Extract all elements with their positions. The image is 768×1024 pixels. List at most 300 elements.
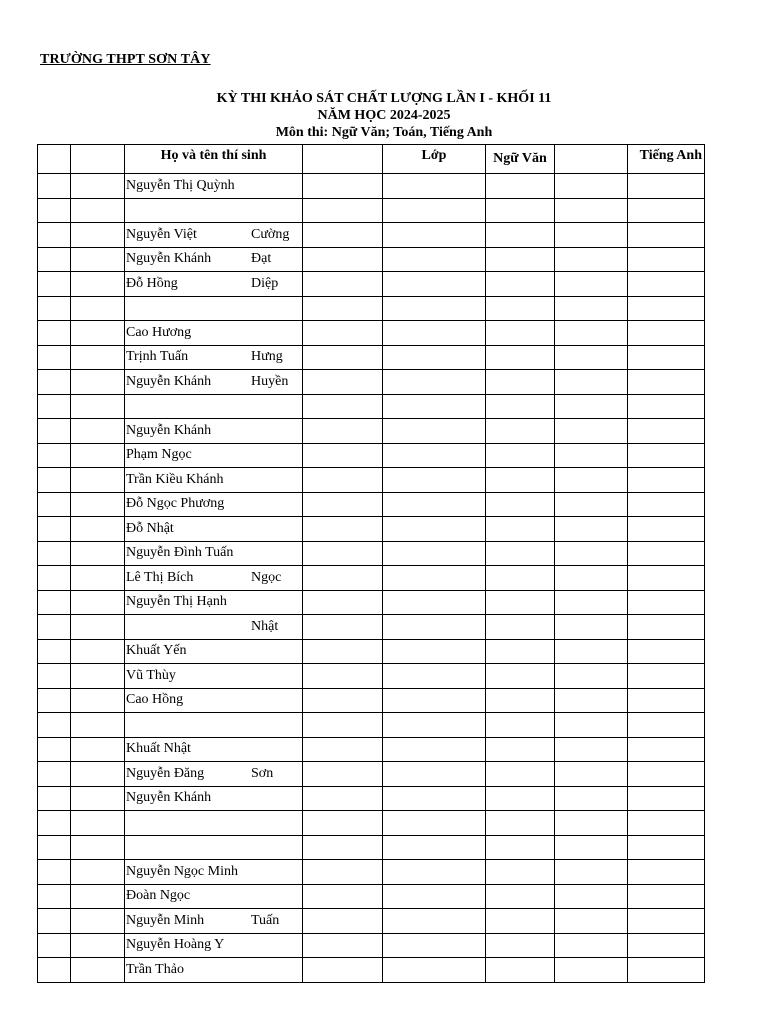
table-cell [38,909,71,934]
table-cell [628,198,705,223]
table-cell [38,247,71,272]
table-cell [38,174,71,199]
table-cell [486,394,555,419]
table-row [38,884,705,909]
table-cell [383,713,486,738]
candidate-name-cell [125,688,303,713]
candidate-last-name: Nguyễn Đăng [126,765,205,781]
exam-subjects: Môn thi: Ngữ Văn; Toán, Tiếng Anh [275,125,493,140]
candidate-name-cell [125,443,303,468]
table-cell [555,443,628,468]
table-cell [38,272,71,297]
candidate-last-name: Nguyễn Khánh [126,373,212,389]
table-cell [486,272,555,297]
candidate-last-name: Lê Thị Bích [126,569,194,585]
header-col-1 [38,145,71,174]
table-cell [628,664,705,689]
table-cell [628,860,705,885]
table-cell [383,664,486,689]
candidate-name-cell [125,296,303,321]
table-cell [628,247,705,272]
table-cell [555,786,628,811]
table-cell [486,688,555,713]
table-cell [38,370,71,395]
table-cell [486,345,555,370]
candidate-last-name: Đoàn Ngọc [126,888,191,904]
table-cell [555,296,628,321]
table-cell [486,884,555,909]
table-cell [38,198,71,223]
candidate-first-name: Nhật [251,618,279,634]
table-cell [383,566,486,591]
table-cell [303,198,383,223]
table-cell [71,198,125,223]
table-cell [303,713,383,738]
table-cell [303,419,383,444]
table-cell [303,958,383,983]
candidate-last-name: Nguyễn Thị Hạnh [126,594,227,610]
table-cell [555,566,628,591]
table-cell [555,174,628,199]
header-col-4 [303,145,383,174]
table-cell [383,541,486,566]
table-cell [303,566,383,591]
table-row [38,492,705,517]
table-cell [71,541,125,566]
table-row [38,786,705,811]
table-cell [383,933,486,958]
candidate-name-cell [125,590,303,615]
table-row [38,419,705,444]
table-cell [38,541,71,566]
candidate-name-cell [125,762,303,787]
table-cell [486,468,555,493]
table-cell [383,786,486,811]
table-cell [628,639,705,664]
table-cell [486,615,555,640]
table-row [38,468,705,493]
candidate-first-name: Hưng [251,349,283,365]
table-cell [555,517,628,542]
table-row [38,737,705,762]
table-cell [303,174,383,199]
table-row [38,443,705,468]
table-cell [38,713,71,738]
candidate-name-cell [125,909,303,934]
candidate-name-cell [125,198,303,223]
table-cell [303,615,383,640]
candidate-first-name: Cường [251,226,290,242]
table-cell [383,198,486,223]
table-cell [628,419,705,444]
table-cell [555,958,628,983]
table-row [38,958,705,983]
table-cell [383,590,486,615]
table-cell [628,762,705,787]
table-cell [486,541,555,566]
table-cell [383,909,486,934]
candidate-name-cell [125,517,303,542]
table-cell [486,517,555,542]
candidate-last-name: Nguyễn Việt [126,226,197,242]
table-cell [628,884,705,909]
table-cell [38,639,71,664]
candidate-last-name: Nguyễn Đình Tuấn [126,545,234,561]
candidate-name-cell [125,174,303,199]
table-cell [38,860,71,885]
table-cell [383,174,486,199]
table-cell [303,247,383,272]
table-cell [555,370,628,395]
table-cell [71,345,125,370]
table-cell [383,517,486,542]
table-cell [383,615,486,640]
exam-title-block [0,90,768,141]
table-cell [628,541,705,566]
table-cell [71,517,125,542]
table-cell [71,835,125,860]
table-cell [71,786,125,811]
table-cell [555,541,628,566]
table-cell [303,835,383,860]
table-cell [38,835,71,860]
table-cell [628,688,705,713]
table-cell [38,443,71,468]
table-cell [486,860,555,885]
table-cell [71,370,125,395]
table-cell [71,811,125,836]
table-row [38,296,705,321]
table-cell [303,786,383,811]
table-row [38,272,705,297]
candidate-last-name: Trần Kiều Khánh [126,471,224,487]
candidate-name-cell [125,566,303,591]
table-cell [303,762,383,787]
candidate-last-name: Đỗ Nhật [126,520,174,536]
table-cell [628,394,705,419]
candidate-last-name: Nguyễn Khánh [126,251,212,267]
table-cell [38,615,71,640]
table-cell [71,909,125,934]
table-cell [628,713,705,738]
table-row [38,370,705,395]
table-cell [628,835,705,860]
candidate-name-cell [125,884,303,909]
table-cell [71,860,125,885]
table-cell [486,590,555,615]
table-cell [383,468,486,493]
table-cell [38,492,71,517]
table-cell [555,762,628,787]
table-cell [486,933,555,958]
table-row [38,639,705,664]
candidate-last-name: Khuất Nhật [126,741,191,757]
table-cell [628,933,705,958]
candidate-name-cell [125,664,303,689]
table-cell [303,933,383,958]
table-cell [71,762,125,787]
table-cell [555,468,628,493]
table-cell [71,468,125,493]
candidate-name-cell [125,370,303,395]
table-cell [628,296,705,321]
table-cell [628,909,705,934]
table-cell [71,296,125,321]
table-cell [383,762,486,787]
table-cell [383,958,486,983]
candidate-name-cell [125,639,303,664]
table-row [38,835,705,860]
candidate-last-name: Phạm Ngọc [126,447,192,463]
table-cell [383,394,486,419]
table-cell [628,590,705,615]
table-cell [38,394,71,419]
candidate-name-cell [125,492,303,517]
table-row [38,198,705,223]
table-cell [303,664,383,689]
table-cell [628,737,705,762]
table-row [38,345,705,370]
candidate-last-name: Nguyễn Thị Quỳnh [126,177,235,193]
table-cell [555,345,628,370]
table-cell [38,688,71,713]
table-cell [71,958,125,983]
table-row [38,762,705,787]
table-cell [303,811,383,836]
table-cell [71,419,125,444]
table-row [38,615,705,640]
candidate-name-cell [125,835,303,860]
table-cell [486,443,555,468]
table-cell [383,639,486,664]
table-cell [71,272,125,297]
table-cell [38,664,71,689]
table-cell [383,492,486,517]
candidate-name-cell [125,321,303,346]
table-cell [555,639,628,664]
table-cell [303,468,383,493]
table-cell [303,321,383,346]
table-cell [71,933,125,958]
table-cell [486,296,555,321]
table-cell [383,835,486,860]
table-cell [555,664,628,689]
table-cell [486,737,555,762]
table-cell [628,272,705,297]
table-cell [486,958,555,983]
table-cell [628,223,705,248]
table-cell [628,443,705,468]
table-cell [71,492,125,517]
table-cell [628,370,705,395]
table-cell [628,492,705,517]
table-cell [383,419,486,444]
candidate-name-cell [125,933,303,958]
table-cell [71,664,125,689]
candidate-last-name: Trần Thảo [126,961,184,977]
table-cell [303,860,383,885]
table-cell [486,762,555,787]
table-row [38,174,705,199]
table-cell [38,419,71,444]
table-cell [303,909,383,934]
table-cell [555,884,628,909]
candidate-last-name: Khuất Yến [126,643,187,659]
table-cell [71,590,125,615]
table-cell [38,786,71,811]
table-cell [555,933,628,958]
table-cell [628,345,705,370]
table-cell [486,909,555,934]
candidate-first-name: Diệp [251,275,279,291]
table-row [38,541,705,566]
exam-title: KỲ THI KHẢO SÁT CHẤT LƯỢNG LẦN I - KHỐI 11 [216,91,552,106]
table-row [38,394,705,419]
table-cell [486,566,555,591]
table-cell [486,174,555,199]
table-cell [383,860,486,885]
table-cell [628,321,705,346]
table-cell [303,884,383,909]
candidate-last-name: Nguyễn Minh [126,912,205,928]
candidate-last-name: Cao Hồng [126,692,184,708]
table-cell [383,321,486,346]
table-cell [555,272,628,297]
table-cell [71,737,125,762]
table-cell [71,443,125,468]
school-year: NĂM HỌC 2024-2025 [317,108,451,123]
table-cell [383,737,486,762]
table-cell [486,492,555,517]
table-cell [486,247,555,272]
header-class: Lớp [383,145,486,174]
table-cell [71,713,125,738]
table-cell [555,492,628,517]
candidate-last-name: Đỗ Hồng [126,275,178,291]
table-cell [628,811,705,836]
candidate-first-name: Ngọc [251,569,282,585]
table-cell [383,811,486,836]
table-cell [555,321,628,346]
table-cell [383,296,486,321]
candidate-table [37,144,705,983]
table-cell [555,223,628,248]
table-cell [303,737,383,762]
table-cell [486,223,555,248]
table-cell [628,468,705,493]
table-row [38,223,705,248]
candidate-name-cell [125,272,303,297]
candidate-first-name: Tuấn [251,912,280,928]
table-cell [555,835,628,860]
candidate-name-cell [125,223,303,248]
table-cell [486,664,555,689]
table-cell [555,737,628,762]
table-cell [303,370,383,395]
candidate-last-name: Nguyễn Khánh [126,422,212,438]
table-cell [486,370,555,395]
table-cell [38,737,71,762]
table-row [38,860,705,885]
table-cell [71,321,125,346]
table-cell [71,639,125,664]
table-cell [303,443,383,468]
table-cell [555,419,628,444]
table-cell [71,615,125,640]
table-cell [303,688,383,713]
table-row [38,566,705,591]
header-literature: Ngữ Văn [486,145,555,174]
table-cell [555,247,628,272]
table-cell [38,296,71,321]
table-cell [555,394,628,419]
table-cell [303,517,383,542]
table-cell [383,223,486,248]
table-cell [383,345,486,370]
candidate-first-name: Đạt [251,251,272,267]
table-row [38,713,705,738]
table-cell [628,174,705,199]
table-cell [555,713,628,738]
table-cell [38,590,71,615]
table-cell [38,958,71,983]
table-cell [628,517,705,542]
candidate-name-cell [125,345,303,370]
table-cell [628,566,705,591]
table-row [38,590,705,615]
table-cell [383,443,486,468]
table-cell [303,639,383,664]
table-cell [71,884,125,909]
table-cell [38,933,71,958]
table-cell [303,590,383,615]
table-cell [555,860,628,885]
table-cell [486,419,555,444]
candidate-name-cell [125,541,303,566]
table-cell [303,223,383,248]
candidate-name-cell [125,737,303,762]
header-col-2 [71,145,125,174]
header-col-7 [555,145,628,174]
table-cell [383,247,486,272]
candidate-last-name: Nguyễn Hoàng Y [126,937,225,953]
header-name: Họ và tên thí sinh [125,145,303,174]
table-cell [486,321,555,346]
school-name: TRƯỜNG THPT SƠN TÂY [40,52,211,67]
table-cell [303,345,383,370]
table-cell [486,786,555,811]
table-cell [486,713,555,738]
table-cell [486,639,555,664]
table-cell [38,566,71,591]
table-cell [38,762,71,787]
candidate-last-name: Đỗ Ngọc Phương [126,496,225,512]
table-row [38,933,705,958]
table-row [38,688,705,713]
table-cell [303,272,383,297]
table-cell [555,198,628,223]
table-row [38,321,705,346]
candidate-last-name: Trịnh Tuấn [126,349,189,365]
candidate-name-cell [125,247,303,272]
table-cell [303,394,383,419]
candidate-name-cell [125,786,303,811]
table-cell [303,541,383,566]
candidate-name-cell [125,811,303,836]
table-cell [38,321,71,346]
table-cell [38,468,71,493]
table-row [38,664,705,689]
